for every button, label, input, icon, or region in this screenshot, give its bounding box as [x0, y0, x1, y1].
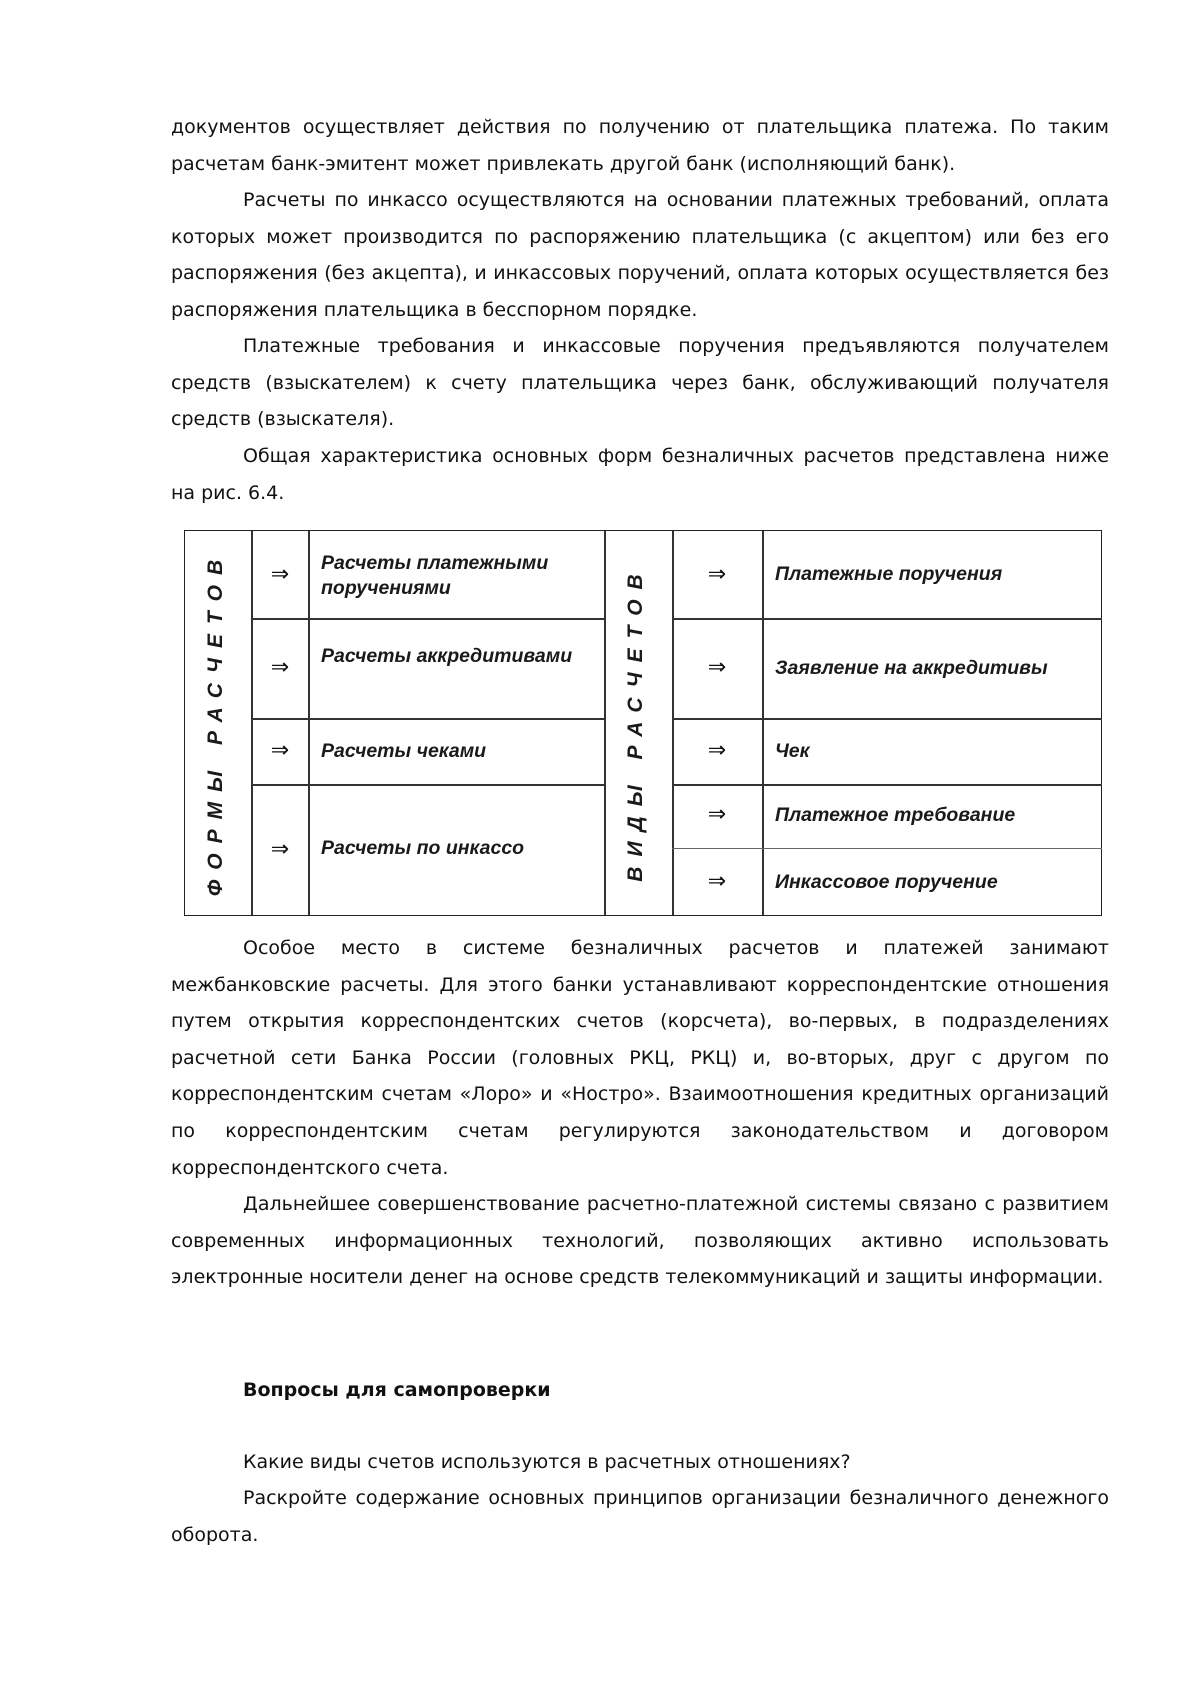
arrow-icon: ⇒ — [707, 869, 727, 894]
kind-payment-request: Платежное требование — [775, 804, 1016, 826]
form-letters-of-credit: Расчеты аккредитивами — [321, 645, 573, 667]
question-2: Раскройте содержание основных принципов организации безналичного денежного оборота. — [171, 1487, 1109, 1546]
arrow-icon: ⇒ — [270, 655, 290, 680]
paragraph-5: Особое место в системе безналичных расчетов и платежей занимают межбанковские расчеты. Для этого банки устанавливают корреспондентские отношения путем открытия корреспондентских счетов (корсчета), во-первых, в подразделениях расчетной сети Банка России (головных РКЦ, РКЦ) и, во-вторых, друг с другом по корреспондентским счетам «Лоро» и «Ностро». Взаимоотношения кредитных организаций по корреспондентским счетам регулируются законодательством и договором корреспондентского счета. — [171, 937, 1109, 1179]
arrow-icon: ⇒ — [707, 655, 727, 680]
form-payment-orders: Расчеты платежными поручениями — [321, 552, 549, 599]
form-collection: Расчеты по инкассо — [321, 837, 525, 859]
kind-payment-orders: Платежные поручения — [775, 563, 1003, 585]
kind-cheque: Чек — [775, 740, 810, 762]
arrow-icon: ⇒ — [270, 562, 290, 587]
paragraph-6: Дальнейшее совершенствование расчетно-платежной системы связано с развитием современных информационных технологий, позволяющих активно использовать электронные носители денег на основе средств телекоммуникаций и защиты информации. — [171, 1193, 1109, 1289]
kinds-vertical-header: ВИДЫ РАСЧЕТОВ — [624, 564, 647, 882]
paragraph-4: Общая характеристика основных форм безналичных расчетов представлена ниже на рис. 6.4. — [171, 445, 1109, 504]
arrow-icon: ⇒ — [270, 738, 290, 763]
forms-vertical-header: ФОРМЫ РАСЧЕТОВ — [204, 549, 227, 897]
paragraph-1: документов осуществляет действия по получению от плательщика платежа. По таким расчетам банк-эмитент может привлекать другой банк (исполняющий банк). — [171, 116, 1109, 175]
figure-payment-forms-table — [184, 530, 1102, 916]
paragraph-3: Платежные требования и инкассовые поручения предъявляются получателем средств (взыскателем) к счету плательщика через банк, обслуживающий получателя средств (взыскателя). — [171, 335, 1109, 431]
arrow-icon: ⇒ — [707, 738, 727, 763]
kind-collection-order: Инкассовое поручение — [775, 871, 998, 893]
section-heading: Вопросы для самопроверки — [243, 1379, 551, 1401]
kind-lc-application: Заявление на аккредитивы — [775, 657, 1048, 679]
arrow-icon: ⇒ — [270, 837, 290, 862]
form-cheques: Расчеты чеками — [321, 740, 487, 762]
arrow-icon: ⇒ — [707, 562, 727, 587]
arrow-icon: ⇒ — [707, 802, 727, 827]
question-1: Какие виды счетов используются в расчетных отношениях? — [243, 1451, 851, 1473]
paragraph-2: Расчеты по инкассо осуществляются на основании платежных требований, оплата которых может производится по распоряжению плательщика (с акцептом) или без его распоряжения (без акцепта), и инкассовых поручений, оплата которых осуществляется без распоряжения плательщика в бесспорном порядке. — [171, 189, 1109, 321]
